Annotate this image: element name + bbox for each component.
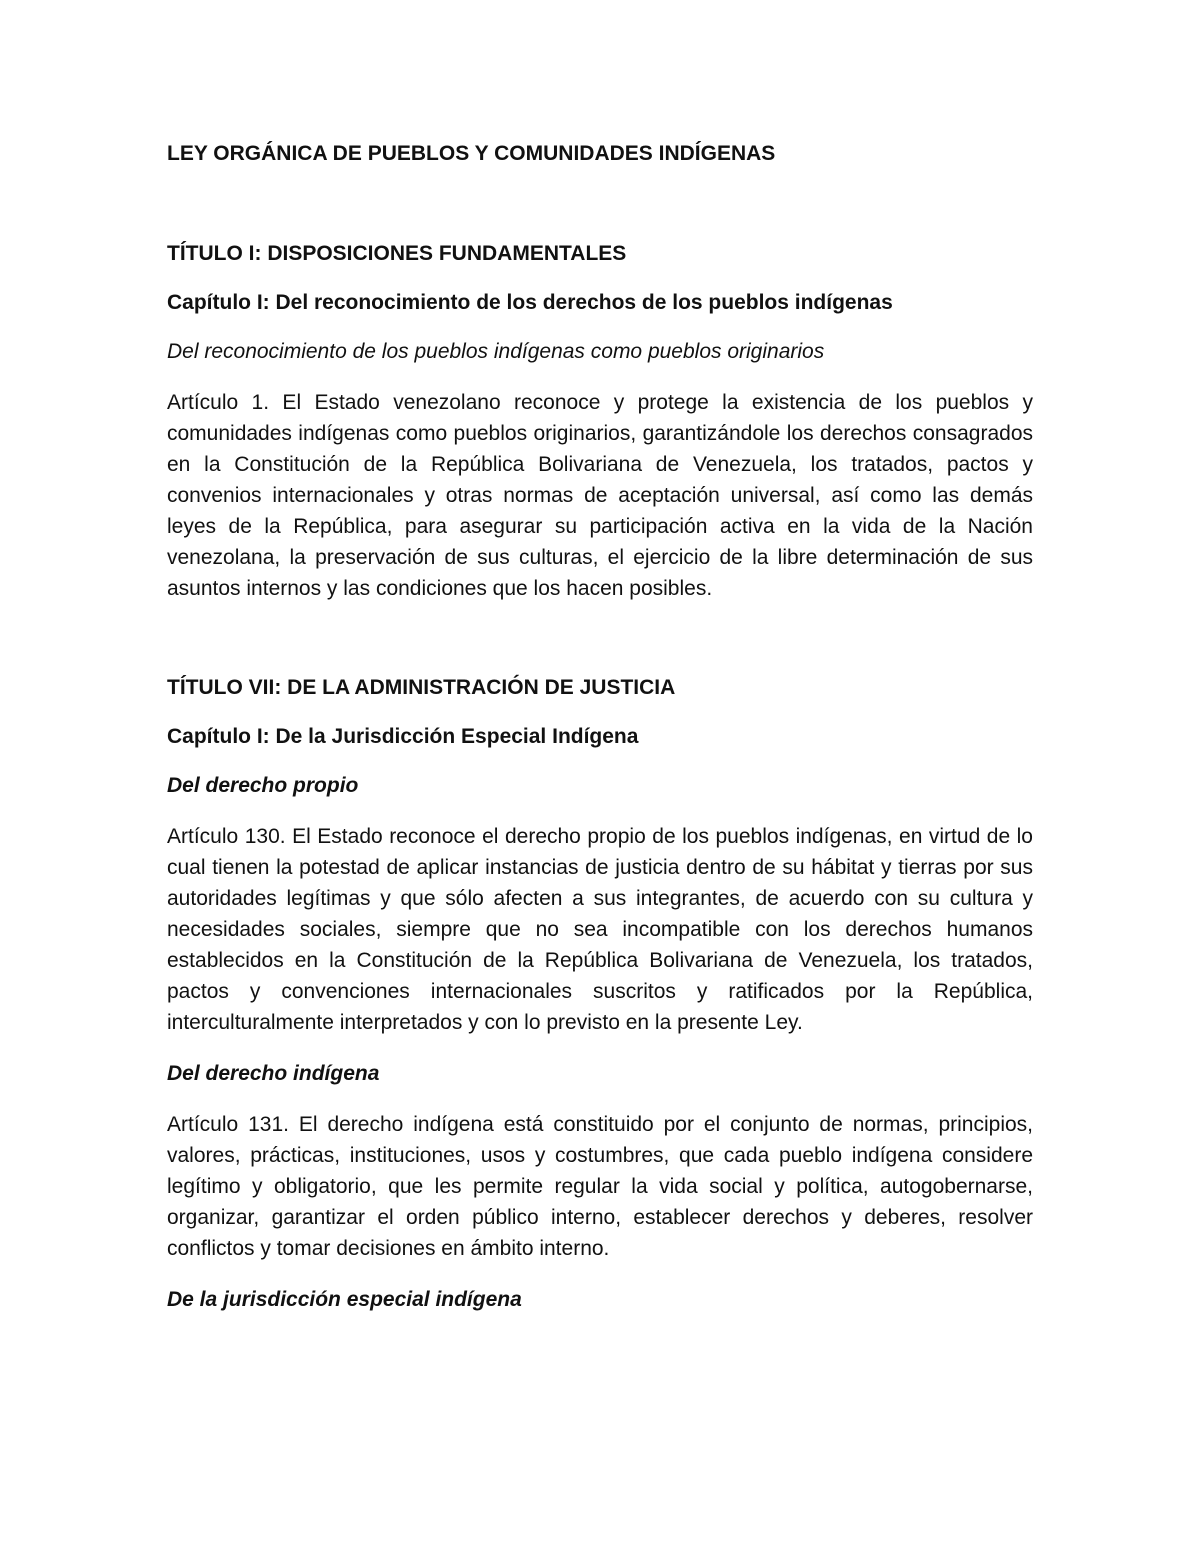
jurisdiccion-especial-subheading: De la jurisdicción especial indígena [167, 1288, 522, 1311]
capitulo-i-jurisdiccion-heading: Capítulo I: De la Jurisdicción Especial Indígena [167, 725, 639, 748]
capitulo-i-heading: Capítulo I: Del reconocimiento de los derechos de los pueblos indígenas [167, 291, 893, 314]
titulo-i-heading: TÍTULO I: DISPOSICIONES FUNDAMENTALES [167, 242, 627, 265]
titulo-i-section [167, 240, 1033, 604]
titulo-vii-heading: TÍTULO VII: DE LA ADMINISTRACIÓN DE JUSTICIA [167, 676, 676, 699]
titulo-vii-section [167, 674, 1033, 1313]
section-spacer [167, 626, 1033, 674]
article-subheading: Del reconocimiento de los pueblos indígenas como pueblos originarios [167, 340, 825, 363]
document-page [167, 140, 1033, 1335]
articulo-1-text: Artículo 1. El Estado venezolano reconoce y protege la existencia de los pueblos y comunidades indígenas como pueblos originarios, garantizándole los derechos consagrados en la Constitución de la República Bolivariana de Venezuela, los tratados, pactos y convenios internacionales y otras normas de aceptación universal, así como las demás leyes de la República, para asegurar su participación activa en la vida de la Nación venezolana, la preservación de sus culturas, el ejercicio de la libre determinación de sus asuntos internos y las condiciones que los hacen posibles. [167, 391, 1033, 600]
articulo-131-text: Artículo 131. El derecho indígena está constituido por el conjunto de normas, principios, valores, prácticas, instituciones, usos y costumbres, que cada pueblo indígena considere legítimo y obligatorio, que les permite regular la vida social y política, autogobernarse, organizar, garantizar el orden público interno, establecer derechos y deberes, resolver conflictos y tomar decisiones en ámbito interno. [167, 1113, 1033, 1260]
document-title: LEY ORGÁNICA DE PUEBLOS Y COMUNIDADES INDÍGENAS [167, 142, 776, 165]
articulo-130-text: Artículo 130. El Estado reconoce el derecho propio de los pueblos indígenas, en virtud de lo cual tienen la potestad de aplicar instancias de justicia dentro de su hábitat y tierras por sus autoridades legítimas y que sólo afecten a sus integrantes, de acuerdo con su cultura y necesidades sociales, siempre que no sea incompatible con los derechos humanos establecidos en la Constitución de la República Bolivariana de Venezuela, los tratados, pactos y convenciones internacionales suscritos y ratificados por la República, interculturalmente interpretados y con lo previsto en la presente Ley. [167, 825, 1033, 1034]
derecho-propio-subheading: Del derecho propio [167, 774, 359, 797]
derecho-indigena-subheading: Del derecho indígena [167, 1062, 380, 1085]
